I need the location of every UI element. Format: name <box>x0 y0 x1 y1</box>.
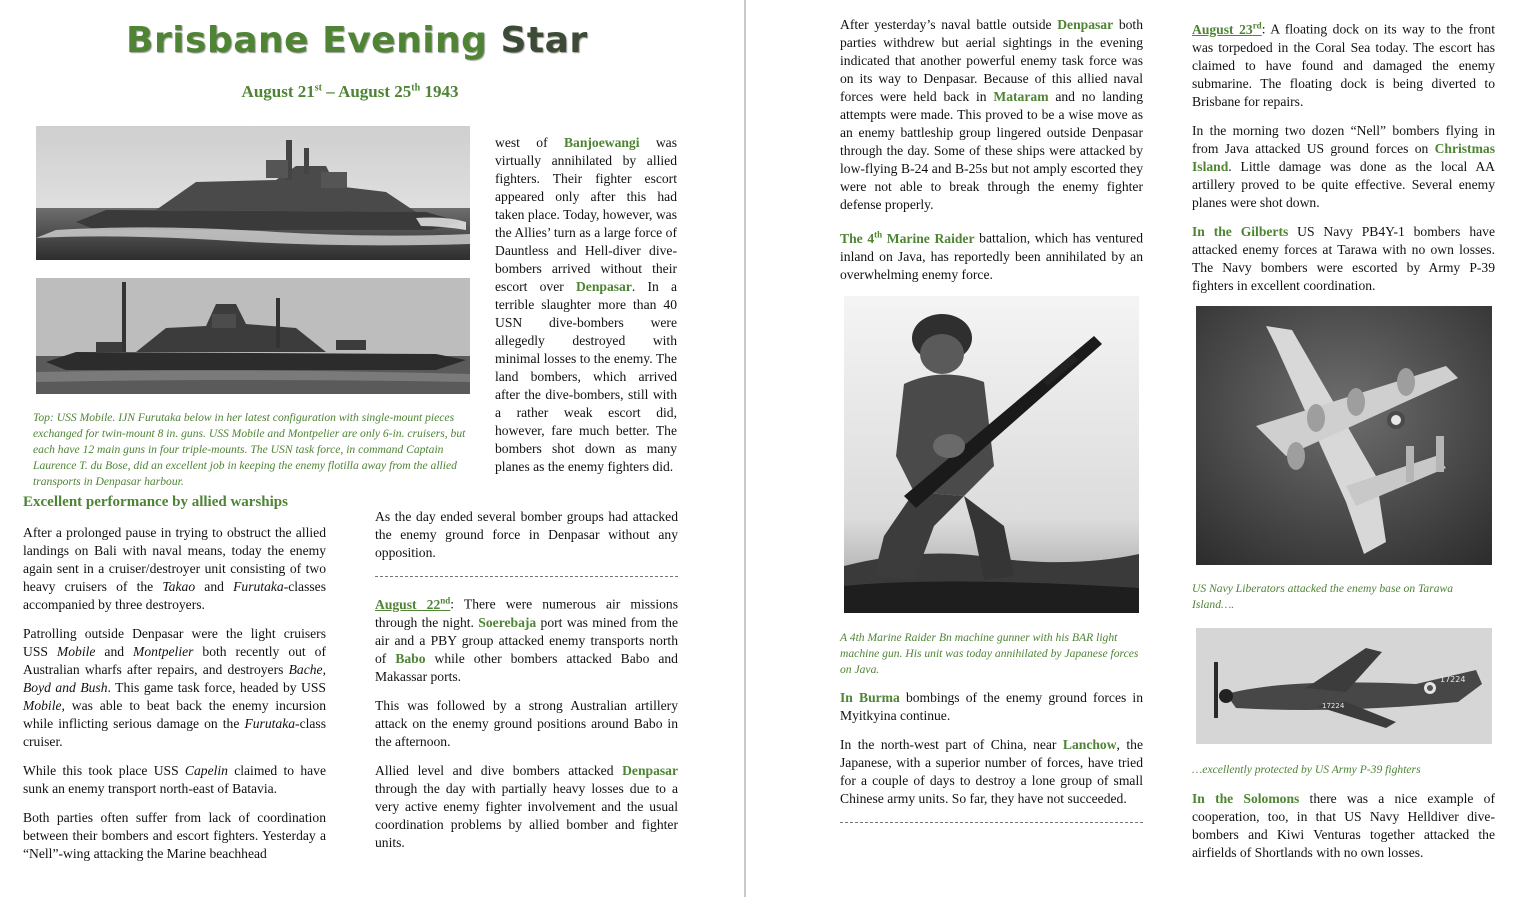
text-span: The 4 <box>840 230 875 246</box>
region-link-burma[interactable]: In Burma <box>840 690 900 705</box>
paragraph <box>1192 223 1495 295</box>
ship-class-furutaka: Furutaka <box>233 579 284 594</box>
photo-p39-fighter <box>1196 628 1492 744</box>
paragraph <box>1192 122 1495 212</box>
text-span: Patrolling outside Denpasar were the light cruisers USS <box>23 626 326 659</box>
region-link-gilberts[interactable]: In the Gilberts <box>1192 223 1289 239</box>
text-sup: th <box>874 229 883 239</box>
paragraph <box>840 736 1143 808</box>
photo-caption-liberator: US Navy Liberators attacked the enemy base on Tarawa Island…. <box>1192 582 1454 611</box>
plane-serial-tail: 17224 <box>1440 675 1466 684</box>
text-span: port was mined from the air and a PBY group attacked enemy transports north of <box>375 614 678 666</box>
section-divider <box>840 822 1143 823</box>
place-link-soerebaja[interactable]: Soerebaja <box>478 614 537 630</box>
text-span: US Navy PB4Y-1 bombers have attacked enemy forces at Tarawa with no own losses. The Navy bombers were escorted by Army P-39 fighters in excellent coordination. <box>1192 223 1495 293</box>
masthead-title-main: Brisbane Evening <box>126 20 488 61</box>
section-heading-warships: Excellent performance by allied warships <box>23 494 288 510</box>
photo-ijn-furutaka <box>36 278 470 394</box>
text-span: . In a terrible slaughter more than 40 USN dive-bombers were allegedly destroyed with minimal losses to the enemy. The land bombers, which arrived after the dive-bombers, still with a rather weak escort did, however, fare much better. The bombers shot down as many planes as the enemy fighters did. <box>495 279 677 474</box>
section-divider <box>375 576 678 577</box>
text-span: was virtually annihilated by allied fighters. Their fighter escort appeared only after this had taken place. Today, however, was the Allies’ turn as a large force of Dauntless and Hell-diver dive-bombers arrived without their escort over <box>495 135 677 294</box>
text-span: -classes accompanied by three destroyers. <box>23 579 326 612</box>
date-heading-aug-23 <box>1192 22 1262 37</box>
date-end-sup: th <box>411 82 421 94</box>
place-link-denpasar[interactable]: Denpasar <box>1057 17 1114 32</box>
place-link-lanchow[interactable]: Lanchow <box>1062 737 1117 752</box>
ship-name: Montpelier <box>133 644 194 659</box>
text-span: and <box>95 644 134 659</box>
article-solomons <box>1192 790 1495 873</box>
photo-uss-mobile <box>36 126 470 260</box>
place-link-christmas-island[interactable]: Christmas Island <box>1192 140 1495 174</box>
left-page <box>0 0 744 897</box>
text-span: In the morning two dozen “Nell” bombers flying in from Java attacked US ground forces on <box>1192 122 1495 156</box>
date-start-sup: st <box>314 82 322 94</box>
paragraph <box>840 689 1143 725</box>
paragraph <box>1192 16 1495 111</box>
article-continuation-banjoewangi <box>495 134 677 476</box>
text-span: and <box>195 579 234 594</box>
text-span: : A floating dock on its way to the front was torpedoed in the Coral Sea today. The escort has claimed to have found and damaged the enemy submarine. The floating dock is being diverted to Brisbane for repairs. <box>1192 21 1495 109</box>
text-span: bombings of the enemy ground forces in Myitkyina continue. <box>840 690 1144 723</box>
text-span: After a prolonged pause in trying to obstruct the allied landings on Bali with naval means, today the enemy again sent in a cruiser/destroyer unit consisting of two heavy cruisers of the <box>23 525 326 594</box>
ship-name: Capelin <box>184 763 228 778</box>
place-link-babo[interactable]: Babo <box>395 650 426 666</box>
date-heading-aug-22 <box>375 597 450 612</box>
plane-serial-fuselage: 17224 <box>1322 702 1345 710</box>
photo-caption-marine-gunner: A 4th Marine Raider Bn machine gunner with his BAR light machine gun. His unit was today annihilated by Japanese forces on Java. <box>840 631 1139 676</box>
masthead-title <box>126 20 588 61</box>
paragraph <box>840 16 1143 214</box>
text-span: , was able to beat back the enemy incursion while inflicting serious damage on the <box>23 698 326 731</box>
paragraph: This was followed by a strong Australian artillery attack on the enemy ground positions around Babo in the afternoon. <box>375 697 678 749</box>
text-span: both recently out of Australian wharfs after repairs, and destroyers <box>23 644 326 677</box>
place-link-banjoewangi[interactable]: Banjoewangi <box>563 135 640 150</box>
text-span: west of <box>495 135 564 150</box>
text-span: After yesterday’s naval battle outside <box>840 17 1058 32</box>
text-span: claimed to have sunk an enemy transport north-east of Batavia. <box>23 763 326 796</box>
right-page <box>747 0 1515 897</box>
text-span: battalion, which has ventured inland on Java, has reportedly been annihilated by an overwhelming enemy force. <box>840 230 1143 282</box>
masthead-dates <box>150 82 550 102</box>
photo-liberator-bomber <box>1196 306 1492 565</box>
text-span: -class cruiser. <box>23 716 326 749</box>
article-august-22 <box>375 508 678 863</box>
paragraph <box>375 591 678 686</box>
text-span: . This game task force, headed by USS <box>107 680 326 695</box>
text-span: , the Japanese, with a superior number of forces, have tried for a couple of days to destroy a lone group of small Chinese army units. So far, they have not succeeded. <box>840 737 1143 806</box>
date-end: August 25 <box>338 82 412 101</box>
paragraph <box>23 524 326 614</box>
ship-name: Mobile <box>23 698 62 713</box>
paragraph: Both parties often suffer from lack of coordination between their bombers and escort fighters. Yesterday a “Nell”-wing attacking the Marine beachhead <box>23 810 326 861</box>
text-span: : There were numerous air missions through the night. <box>375 596 679 630</box>
text-span: there was a nice example of cooperation, too, in that US Navy Helldiver dive-bombers and Kiwi Venturas together attacked the airfields of Shortlands with no own losses. <box>1192 791 1496 860</box>
place-link-mataram[interactable]: Mataram <box>993 89 1049 104</box>
photo-caption-p39: …excellently protected by US Army P-39 fighters <box>1192 763 1421 776</box>
date-text: August 23 <box>1192 21 1253 37</box>
text-span: In the north-west part of China, near <box>840 737 1063 752</box>
text-span: Marine Raider <box>882 230 975 246</box>
text-span: and no landing attempts were made. This proved to be a wise move as an enemy battleship group lingered outside Denpasar through the day. Some of these ships were attacked by low-flying B-24 and B-25s but not amply escorted they were not able to break through the enemy fighter defense properly. <box>840 89 1143 212</box>
article-burma-china <box>840 689 1143 823</box>
date-sup: rd <box>1252 20 1262 30</box>
text-span: both parties withdrew but aerial sightings in the evening indicated that another powerful enemy task force was on its way to Denpasar. Because of this allied naval forces were held back in <box>840 17 1143 104</box>
paragraph <box>23 762 326 798</box>
photo-caption-warships: Top: USS Mobile. IJN Furutaka below in her latest configuration with single-mount pieces exchanged for twin-mount 8 in. guns. USS Mobile and Montpelier are only 6-in. cruisers, but each have 12 main guns in four triple-mounts. The USN task force, in command Captain Laurence T. du Bose, did an excellent job in keeping the enemy flotilla away from the allied transports in Denpasar harbour. <box>33 411 466 488</box>
date-dash: – <box>322 82 339 101</box>
date-year: 1943 <box>420 82 459 101</box>
text-span: while other bombers attacked Babo and Makassar ports. <box>375 650 678 684</box>
ship-name: Bache, Boyd and Bush <box>23 662 326 695</box>
unit-link-4th-marine-raider[interactable] <box>840 231 975 246</box>
place-link-denpasar[interactable]: Denpasar <box>622 762 678 778</box>
paragraph <box>1192 790 1495 862</box>
paragraph <box>840 225 1143 284</box>
place-link-denpasar[interactable]: Denpasar <box>575 279 632 294</box>
text-span: While this took place USS <box>23 763 185 778</box>
article-august-23 <box>1192 16 1495 306</box>
date-text: August 22 <box>375 596 441 612</box>
date-sup: nd <box>440 595 451 605</box>
article-denpasar-aftermath <box>840 16 1143 295</box>
paragraph: As the day ended several bomber groups had attacked the enemy ground force in Denpasar without any opposition. <box>375 509 678 560</box>
page-gutter <box>744 0 746 897</box>
text-span: Allied level and dive bombers attacked <box>375 762 623 778</box>
text-span: through the day with partially heavy losses due to a very active enemy fighter involvement and the usual coordination problems by allied bomber and fighter units. <box>375 780 678 850</box>
paragraph <box>23 625 326 751</box>
ship-name: Furutaka <box>244 716 296 731</box>
region-link-solomons[interactable]: In the Solomons <box>1192 791 1300 806</box>
text-span: . Little damage was done as the local AA artillery proved to be quite effective. Several enemy planes were shot down. <box>1192 158 1495 210</box>
ship-class-takao: Takao <box>162 579 196 594</box>
ship-name: Mobile <box>56 644 96 659</box>
date-start: August 21 <box>241 82 315 101</box>
article-warships <box>23 524 326 874</box>
photo-marine-gunner <box>844 296 1139 613</box>
masthead-title-star: Star <box>500 20 588 61</box>
paragraph <box>375 762 678 852</box>
